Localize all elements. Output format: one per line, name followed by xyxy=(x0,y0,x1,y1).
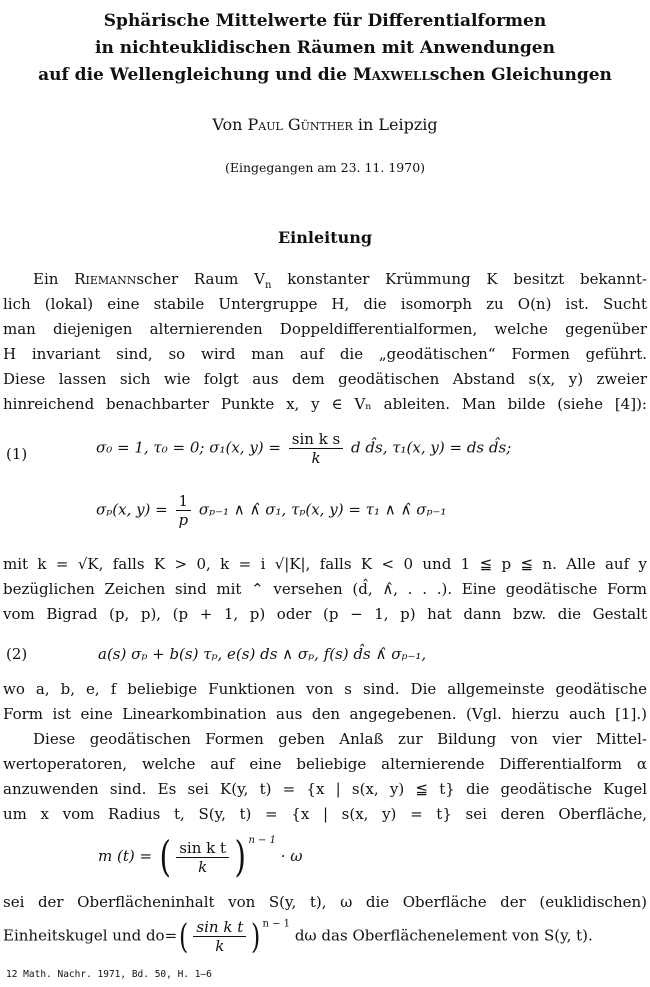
para5-close-paren: ) xyxy=(251,916,261,957)
para4-line-3: anzuwenden sind. Es sei K(y, t) = {x | s(x, y) ≦ t} die geodätische Kugel xyxy=(3,780,647,798)
eq3-lhs: m (t) = xyxy=(98,847,153,865)
para3-line-1: wo a, b, e, f beliebige Funktionen von s sind. Die allgemeinste geodätische xyxy=(3,680,647,698)
para1-l1-sub: n xyxy=(264,280,272,291)
equation-number-2: (2) xyxy=(6,645,28,663)
para1-l1-d: konstanter Krümmung K besitzt bekannt- xyxy=(271,270,647,288)
para3-line-2: Form ist eine Linearkombination aus den angegebenen. (Vgl. hierzu auch [1].) xyxy=(3,705,647,723)
para4-line-2: wertoperatoren, welche auf eine beliebige alternierende Differentialform α xyxy=(3,755,647,773)
para5-line-2 xyxy=(3,918,647,955)
eq1-line2-b: σₚ₋₁ ∧ ∧̂ σ₁, τₚ(x, y) = τ₁ ∧ ∧̂ σₚ₋₁ xyxy=(198,500,447,519)
eq3-exponent: n − 1 xyxy=(248,835,276,846)
para2-line-3: vom Bigrad (p, p), (p + 1, p) oder (p − 1, p) hat dann bzw. die Gestalt xyxy=(3,605,647,623)
author-name: Paul Günther xyxy=(247,115,353,134)
eq3-den: k xyxy=(198,857,208,876)
equation-1-line-2 xyxy=(96,492,446,529)
author-byline xyxy=(0,115,650,134)
eq1-line2-den: p xyxy=(178,511,189,529)
title-line-2: in nichteuklidischen Räumen mit Anwendungen xyxy=(95,38,555,58)
eq1-fraction xyxy=(289,430,343,467)
title-line-3 xyxy=(0,64,650,86)
para4-line-4: um x vom Radius t, S(y, t) = {x | s(x, y) = t} sei deren Oberfläche, xyxy=(3,805,647,823)
title-line-3-b: schen Gleichungen xyxy=(429,65,612,85)
para2-line-1: mit k = √K, falls K > 0, k = i √|K|, falls K < 0 und 1 ≦ p ≦ n. Alle auf y xyxy=(3,555,647,573)
eq1-line2-num: 1 xyxy=(176,492,192,511)
para1-line-2: lich (lokal) eine stabile Untergruppe H, die isomorph zu O(n) ist. Sucht xyxy=(3,295,647,313)
eq1-part-a: σ₀ = 1, τ₀ = 0; σ₁(x, y) = xyxy=(96,438,281,457)
byline-von: Von xyxy=(212,115,248,134)
eq3-rhs: · ω xyxy=(280,847,303,865)
equation-2: a(s) σₚ + b(s) τₚ, e(s) ds ∧ σₚ, f(s) d̂s ∧̂ σₚ₋₁, xyxy=(98,645,427,663)
title-line-3-a: auf die Wellengleichung und die xyxy=(38,65,353,85)
title-maxwell: Maxwell xyxy=(352,65,430,85)
equation-number-1: (1) xyxy=(6,445,28,463)
para1-line-3: man diejenigen alternierenden Doppeldifferentialformen, welche gegenüber xyxy=(3,320,647,338)
byline-place: in Leipzig xyxy=(352,115,438,134)
eq1-line2-a: σₚ(x, y) = xyxy=(96,500,168,519)
para5-fraction xyxy=(193,918,246,955)
eq3-num: sin k t xyxy=(176,839,229,858)
equation-m-t xyxy=(98,832,303,881)
title-line-1: Sphärische Mittelwerte für Differentialformen xyxy=(103,11,547,31)
para1-line-6: hinreichend benachbarter Punkte x, y ∈ Vₙ ableiten. Man bilde (siehe [4]): xyxy=(3,395,647,413)
page-footer: 12 Math. Nachr. 1971, Bd. 50, H. 1–6 xyxy=(6,969,212,980)
received-date: (Eingegangen am 23. 11. 1970) xyxy=(224,160,426,175)
para2-line-2: bezüglichen Zeichen sind mit ⌃ versehen (d̂, ∧̂, . . .). Eine geodätische Form xyxy=(3,580,647,598)
eq3-close-paren: ) xyxy=(234,832,246,881)
para1-line-4: H invariant sind, so wird man auf die „geodätischen“ Formen geführt. xyxy=(3,345,647,363)
para5-l2-b: dω das Oberflächenelement von S(y, t). xyxy=(294,926,593,945)
eq1-frac-den: k xyxy=(311,449,321,467)
para1-l1-a: Ein xyxy=(33,270,75,288)
para5-line-1: sei der Oberflächeninhalt von S(y, t), ω die Oberfläche der (euklidischen) xyxy=(3,893,647,911)
para5-den: k xyxy=(215,937,225,955)
para5-l2-a: Einheitskugel und do= xyxy=(3,926,178,945)
riemann-name: Riemann xyxy=(74,270,137,288)
eq3-open-paren: ( xyxy=(159,832,171,881)
para1-l1-b: scher Raum V xyxy=(136,270,265,288)
para1-line-1 xyxy=(33,270,647,291)
para1-line-5: Diese lassen sich wie folgt aus dem geodätischen Abstand s(x, y) zweier xyxy=(3,370,647,388)
para5-num: sin k t xyxy=(193,918,246,937)
equation-1-line-1 xyxy=(96,430,511,467)
section-heading: Einleitung xyxy=(277,228,373,247)
eq1-part-b: d d̂s, τ₁(x, y) = ds d̂s; xyxy=(351,438,512,457)
eq1-frac-num: sin k s xyxy=(289,430,343,449)
para5-exponent: n − 1 xyxy=(262,918,291,930)
para4-line-1: Diese geodätischen Formen geben Anlaß zur Bildung von vier Mittel- xyxy=(33,730,647,748)
para5-open-paren: ( xyxy=(179,916,189,957)
eq1-line2-fraction xyxy=(176,492,192,529)
eq3-fraction xyxy=(176,839,229,876)
